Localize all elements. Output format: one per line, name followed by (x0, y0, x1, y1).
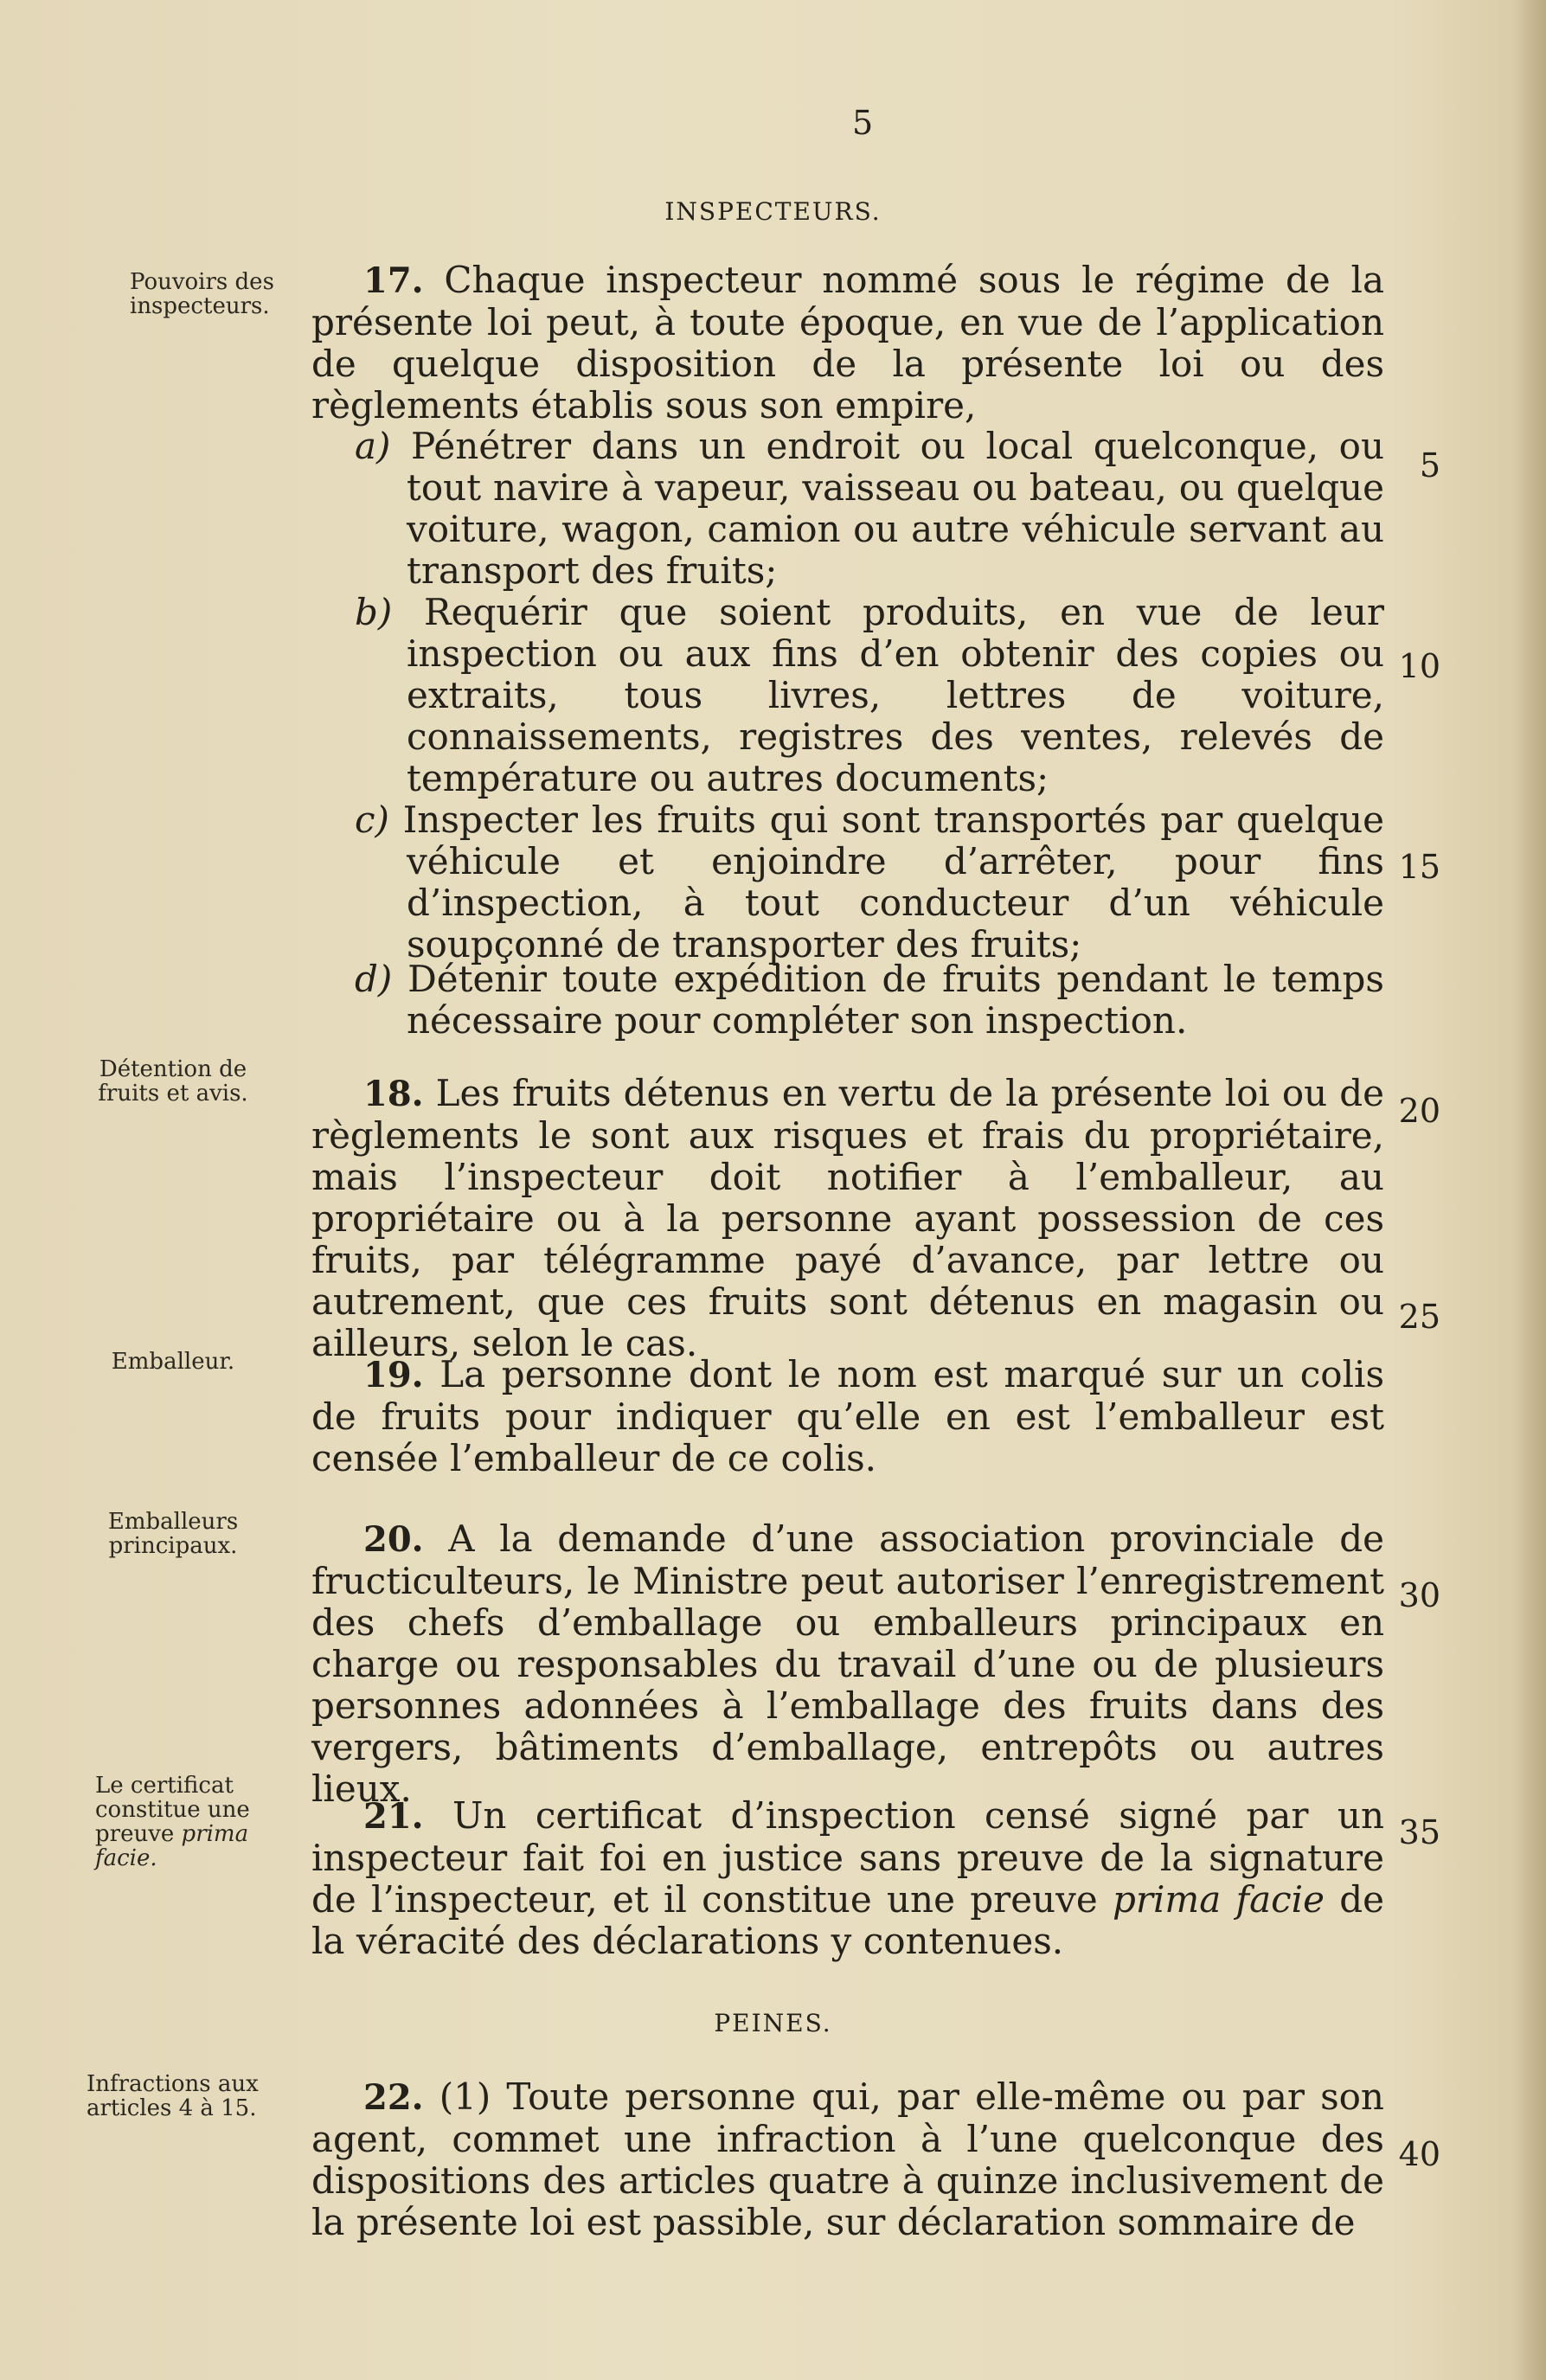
list-item-c (355, 799, 1384, 965)
line-number: 5 (1419, 446, 1440, 484)
section-20 (311, 1518, 1384, 1810)
item-text: Requérir que soient produits, en vue de leur inspection ou aux fins d’en obtenir des copies ou extraits, tous livres, lettres de voiture, connaissements, registres des ventes, relevés de température ou autres documents; (407, 591, 1384, 799)
margin-note-pouvoirs: Pouvoirs des inspecteurs. (130, 269, 274, 319)
section-number: 17. (363, 260, 424, 301)
list-item-a (355, 426, 1384, 592)
line-number: 15 (1398, 848, 1440, 886)
line-number: 25 (1398, 1298, 1440, 1336)
section-number: 19. (363, 1355, 424, 1395)
item-letter: a) (355, 425, 391, 467)
margin-note-infractions: Infractions aux articles 4 à 15. (87, 2071, 259, 2121)
item-letter: c) (355, 799, 389, 841)
section-18 (311, 1073, 1384, 1364)
page-number: 5 (852, 104, 874, 142)
item-text: Détenir toute expédition de fruits pendant le temps nécessaire pour compléter son inspection. (407, 958, 1384, 1042)
margin-note-emballeurs-principaux: Emballeurs principaux. (107, 1509, 239, 1559)
section-21 (311, 1795, 1384, 1962)
line-number: 30 (1398, 1576, 1440, 1614)
section-text: (1) Toute personne qui, par elle-même ou par son agent, commet une infraction à l’une quelconque des dispositions des articles quatre à quinze inclusivement de la présente loi est passible, sur déclaration sommaire de (311, 2075, 1384, 2243)
margin-note-emballeur: Emballeur. (111, 1349, 235, 1375)
section-number: 21. (363, 1796, 424, 1837)
line-number: 20 (1398, 1092, 1440, 1130)
section-text: A la demande d’une association provinciale de fructiculteurs, le Ministre peut autoriser l’enregistrement des chefs d’emballage ou emballeurs principaux en charge ou responsables du travail d’une ou de plusieurs personnes adonnées à l’emballage des fruits dans des vergers, bâtiments d’emballage, entrepôts ou autres lieux. (311, 1517, 1384, 1810)
section-22 (311, 2076, 1384, 2243)
margin-note-detention: Détention de fruits et avis. (98, 1056, 248, 1107)
line-number: 40 (1398, 2135, 1440, 2173)
section-number: 20. (363, 1519, 424, 1560)
margin-note-italic: prima facie. (95, 1821, 249, 1871)
section-text: Chaque inspecteur nommé sous le régime de la présente loi peut, à toute époque, en vue de l’application de quelque disposition de la présente loi ou des règlements établis sous son empire, (311, 259, 1384, 427)
heading-peines: PEINES. (714, 2009, 832, 2037)
heading-inspecteurs: INSPECTEURS. (664, 197, 882, 226)
section-text: de la véracité des déclarations y contenues. (311, 1878, 1384, 1962)
item-letter: d) (355, 958, 393, 1000)
section-text: Un certificat d’inspection censé signé par un inspecteur fait foi en justice sans preuve de la signature de l’inspecteur, et il constitue une preuve (311, 1794, 1384, 1921)
section-text: Les fruits détenus en vertu de la présente loi ou de règlements le sont aux risques et frais du propriétaire, mais l’inspecteur doit notifier à l’emballeur, au propriétaire ou à la personne ayant possession de ces fruits, par télégramme payé d’avance, par lettre ou autrement, que ces fruits sont détenus en magasin ou ailleurs, selon le cas. (311, 1072, 1384, 1364)
list-item-d (355, 959, 1384, 1042)
item-text: Inspecter les fruits qui sont transportés par quelque véhicule et enjoindre d’arrêter, pour fins d’inspection, à tout conducteur d’un véhicule soupçonné de transporter des fruits; (402, 799, 1385, 965)
section-19 (311, 1354, 1384, 1479)
item-text: Pénétrer dans un endroit ou local quelconque, ou tout navire à vapeur, vaisseau ou bateau, ou quelque voiture, wagon, camion ou autre véhicule servant au transport des fruits; (407, 425, 1384, 592)
section-italic-text: prima facie (1112, 1878, 1325, 1921)
section-17 (311, 260, 1384, 427)
section-text: La personne dont le nom est marqué sur un colis de fruits pour indiquer qu’elle en est l’emballeur est censée l’emballeur de ce colis. (311, 1353, 1385, 1479)
item-letter: b) (355, 591, 393, 633)
section-number: 22. (363, 2077, 424, 2118)
list-item-b (355, 592, 1384, 799)
margin-note-certificat (95, 1774, 268, 1870)
line-number: 10 (1398, 647, 1440, 685)
section-number: 18. (363, 1074, 424, 1114)
line-number: 35 (1398, 1813, 1440, 1851)
margin-note-text: Le certificat constitue une preuve (95, 1773, 250, 1847)
